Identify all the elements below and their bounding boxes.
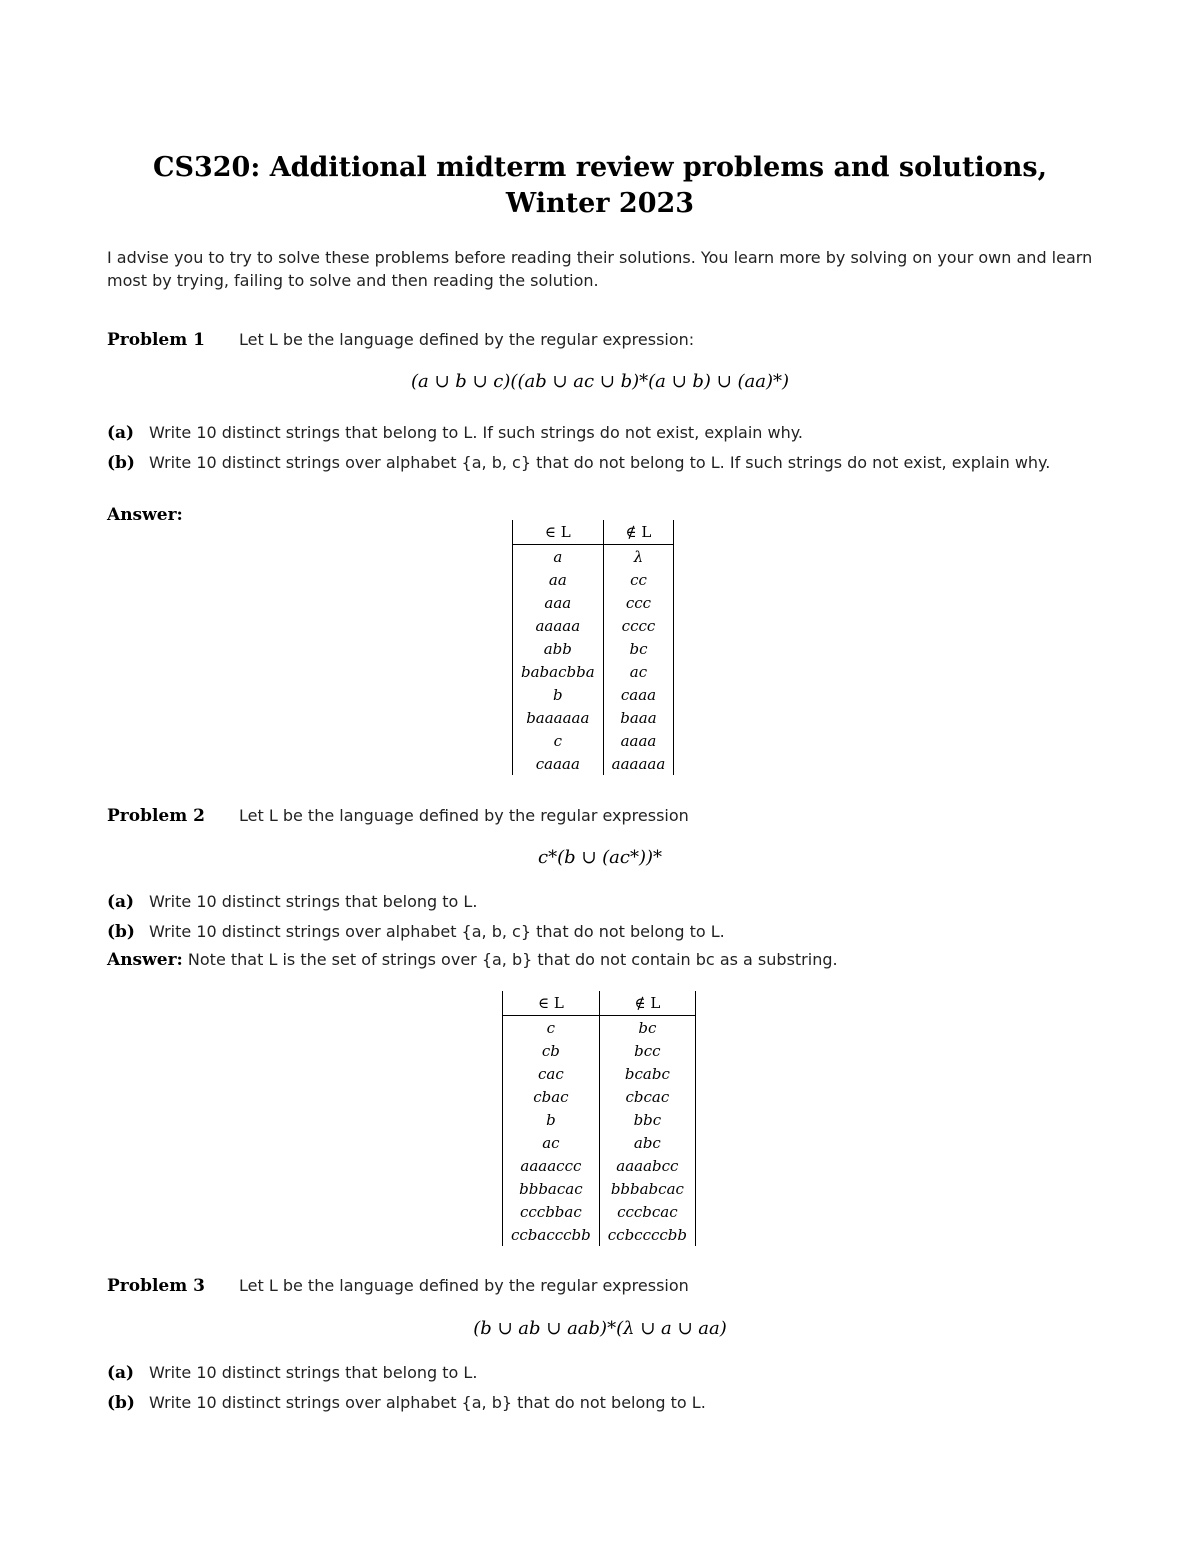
string-not-in-language: cccbcac (599, 1200, 695, 1223)
string-in-language: bbbacac (503, 1177, 600, 1200)
problem-1-header (107, 328, 1097, 352)
string-not-in-language: bbc (599, 1108, 695, 1131)
part-b-text: Write 10 distinct strings over alphabet {a, b, c} that do not belong to L. If such strings do not exist, explain why. (149, 453, 1051, 472)
header-in-language: ∈ L (513, 520, 604, 545)
intro-paragraph: I advise you to try to solve these problems before reading their solutions. You learn more by solving on your own and learn most by trying, failing to solve and then reading the solution. (107, 248, 1093, 290)
problem-1-part-a (107, 421, 1097, 445)
string-in-language: c (513, 729, 604, 752)
table-row (503, 1154, 696, 1177)
problem-3-part-b (107, 1391, 1097, 1415)
answer-label: Answer: (107, 505, 183, 525)
string-in-language: aaa (513, 591, 604, 614)
string-not-in-language: caaa (603, 683, 674, 706)
string-in-language: baaaaaa (513, 706, 604, 729)
string-in-language: b (503, 1108, 600, 1131)
table-row (503, 1177, 696, 1200)
problem-2-part-a (107, 890, 1097, 914)
table-row (503, 1200, 696, 1223)
problem-3-statement: Let L be the language defined by the regular expression (239, 1276, 689, 1295)
string-in-language: cb (503, 1039, 600, 1062)
problem-2-answer (107, 948, 1097, 972)
string-not-in-language: abc (599, 1131, 695, 1154)
header-not-in-language: ∉ L (599, 991, 695, 1016)
string-in-language: babacbba (513, 660, 604, 683)
string-not-in-language: baaa (603, 706, 674, 729)
header-in-language: ∈ L (503, 991, 600, 1016)
part-a-text: Write 10 distinct strings that belong to L. (149, 892, 478, 911)
problem-3-part-a (107, 1361, 1097, 1385)
table-row (513, 683, 674, 706)
part-a-label: (a) (107, 423, 135, 443)
string-in-language: aaaaccc (503, 1154, 600, 1177)
string-in-language: ccbacccbb (503, 1223, 600, 1246)
table-row (513, 545, 674, 569)
table-row (513, 637, 674, 660)
part-a-text: Write 10 distinct strings that belong to L. (149, 1363, 478, 1382)
string-not-in-language: aaaabcc (599, 1154, 695, 1177)
table-row (513, 568, 674, 591)
problem-2-answer-table (502, 991, 696, 1246)
string-not-in-language: bcc (599, 1039, 695, 1062)
table-row (503, 1016, 696, 1040)
problem-1-label: Problem 1 (107, 330, 205, 350)
problem-3-label: Problem 3 (107, 1276, 205, 1296)
string-not-in-language: bc (599, 1016, 695, 1040)
string-in-language: b (513, 683, 604, 706)
problem-3-header (107, 1274, 1097, 1298)
string-in-language: cccbbac (503, 1200, 600, 1223)
table-row (503, 1039, 696, 1062)
problem-1-statement: Let L be the language defined by the regular expression: (239, 330, 695, 349)
string-in-language: cbac (503, 1085, 600, 1108)
table-row (503, 1085, 696, 1108)
problem-1-answer-table (512, 520, 674, 775)
string-not-in-language: bcabc (599, 1062, 695, 1085)
string-in-language: ac (503, 1131, 600, 1154)
part-b-text: Write 10 distinct strings over alphabet {a, b} that do not belong to L. (149, 1393, 706, 1412)
table-row (513, 591, 674, 614)
string-in-language: cac (503, 1062, 600, 1085)
problem-2-part-b (107, 920, 1097, 944)
problem-2-label: Problem 2 (107, 806, 205, 826)
table-row (503, 1062, 696, 1085)
string-not-in-language: cccc (603, 614, 674, 637)
string-not-in-language: ac (603, 660, 674, 683)
problem-2-header (107, 804, 1097, 828)
string-not-in-language: aaaaaa (603, 752, 674, 775)
string-not-in-language: aaaa (603, 729, 674, 752)
problem-1-regex: (a ∪ b ∪ c)((ab ∪ ac ∪ b)*(a ∪ b) ∪ (aa)*) (410, 371, 790, 392)
part-b-label: (b) (107, 1393, 135, 1413)
string-not-in-language: ccc (603, 591, 674, 614)
table-row (513, 729, 674, 752)
part-b-text: Write 10 distinct strings over alphabet {a, b, c} that do not belong to L. (149, 922, 725, 941)
string-in-language: a (513, 545, 604, 569)
problem-3-regex: (b ∪ ab ∪ aab)*(λ ∪ a ∪ aa) (473, 1318, 727, 1339)
string-not-in-language: bbbabcac (599, 1177, 695, 1200)
string-not-in-language: bc (603, 637, 674, 660)
part-a-label: (a) (107, 892, 135, 912)
answer-label: Answer: (107, 950, 183, 970)
table-row (503, 1223, 696, 1246)
string-in-language: abb (513, 637, 604, 660)
answer-note: Note that L is the set of strings over {a, b} that do not contain bc as a substring. (187, 950, 838, 969)
string-not-in-language: ccbccccbb (599, 1223, 695, 1246)
string-not-in-language: λ (603, 545, 674, 569)
table-row (513, 660, 674, 683)
problem-2-regex: c*(b ∪ (ac*))* (537, 847, 663, 868)
string-in-language: aa (513, 568, 604, 591)
problem-2-statement: Let L be the language defined by the regular expression (239, 806, 689, 825)
string-in-language: c (503, 1016, 600, 1040)
string-in-language: aaaaa (513, 614, 604, 637)
table-row (513, 706, 674, 729)
table-row (513, 752, 674, 775)
part-b-label: (b) (107, 922, 135, 942)
page-title: CS320: Additional midterm review problems and solutions, Winter 2023 (153, 152, 1047, 219)
part-a-label: (a) (107, 1363, 135, 1383)
table-row (513, 614, 674, 637)
table-row (503, 1108, 696, 1131)
table-row (503, 1131, 696, 1154)
string-not-in-language: cc (603, 568, 674, 591)
part-a-text: Write 10 distinct strings that belong to L. If such strings do not exist, explain why. (149, 423, 803, 442)
problem-1-part-b (107, 451, 1097, 475)
string-in-language: caaaa (513, 752, 604, 775)
string-not-in-language: cbcac (599, 1085, 695, 1108)
part-b-label: (b) (107, 453, 135, 473)
header-not-in-language: ∉ L (603, 520, 674, 545)
